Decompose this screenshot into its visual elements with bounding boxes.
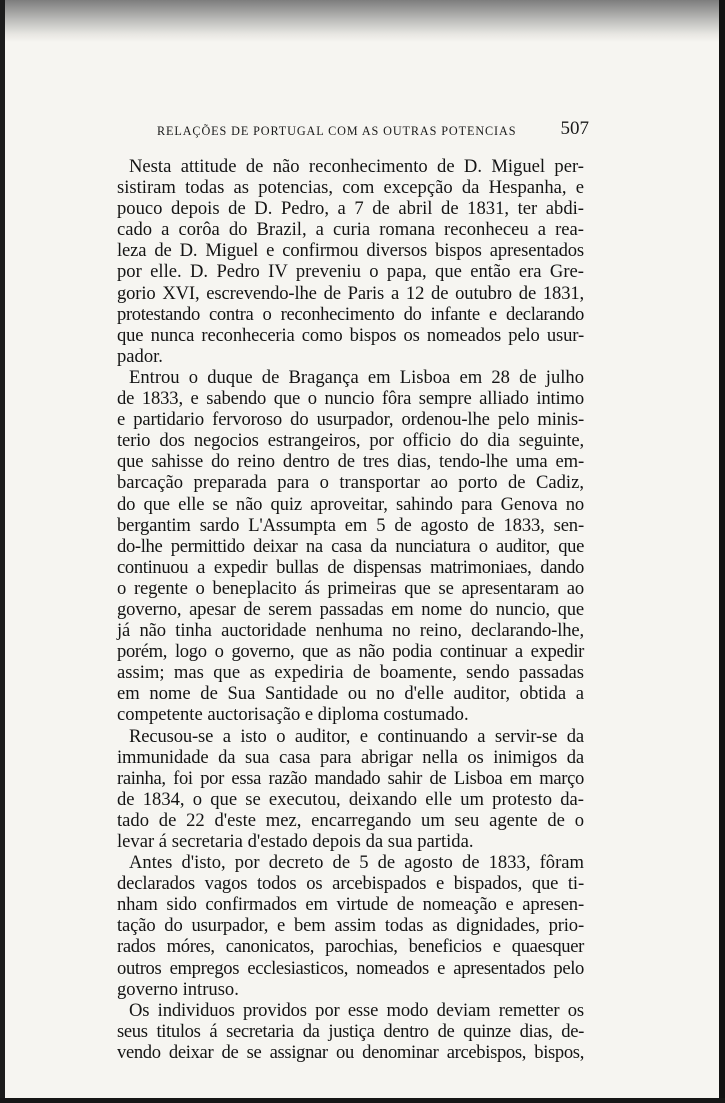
text-line: terio dos negocios estrangeiros, por officio do dia seguinte,	[117, 430, 584, 452]
text-line: tado de 22 d'este mez, encarregando um seu agente de o	[117, 809, 584, 831]
text-line: gorio XVI, escrevendo-lhe de Paris a 12 de outubro de 1831,	[117, 282, 584, 304]
text-line: rainha, foi por essa razão mandado sahir de Lisboa em março	[117, 767, 584, 789]
text-line: de 1834, o que se executou, deixando elle um protesto da-	[117, 788, 584, 810]
text-line: rados móres, canonicatos, parochias, beneficios e quaesquer	[117, 936, 584, 958]
text-line: Entrou o duque de Bragança em Lisboa em 28 de julho	[129, 366, 584, 388]
scan-shadow-top	[0, 0, 725, 42]
text-line: assim; mas que as expediria de boamente, sendo passadas	[117, 662, 584, 684]
text-line: declarados vagos todos os arcebispados e bispados, que ti-	[117, 873, 584, 895]
text-line: Os individuos providos por esse modo deviam remetter os	[129, 999, 584, 1021]
text-line: que sahisse do reino dentro de tres dias, tendo-lhe uma em-	[117, 451, 584, 473]
text-line: continuou a expedir bullas de dispensas matrimoniaes, dando	[117, 556, 584, 578]
text-line: por elle. D. Pedro IV preveniu o papa, que então era Gre-	[117, 261, 584, 283]
text-line: nham sido confirmados em virtude de nomeação e apresen-	[117, 894, 584, 916]
text-line: competente auctorisação e diploma costumado.	[117, 704, 469, 726]
text-line: governo, apesar de serem passadas em nome do nuncio, que	[117, 598, 584, 620]
text-line: pouco depois de D. Pedro, a 7 de abril de 1831, ter abdi-	[117, 198, 584, 220]
text-line: já não tinha auctoridade nenhuma no reino, declarando-lhe,	[117, 620, 584, 642]
page-number: 507	[560, 118, 589, 139]
text-line: levar á secretaria d'estado depois da sua partida.	[117, 831, 474, 852]
text-line: tação do usurpador, e bem assim todas as dignidades, prio-	[117, 915, 584, 937]
text-line: bergantim sardo L'Assumpta em 5 de agosto de 1833, sen-	[117, 514, 584, 536]
text-line: o regente o beneplacito ás primeiras que se apresentaram ao	[117, 577, 584, 599]
text-line: Antes d'isto, por decreto de 5 de agosto de 1833, fôram	[129, 852, 584, 874]
text-line: sistiram todas as potencias, com excepção da Hespanha, e	[117, 177, 584, 199]
text-line: vendo deixar de se assignar ou denominar arcebispos, bispos,	[117, 1041, 584, 1063]
text-line: Recusou-se a isto o auditor, e continuando a servir-se da	[129, 725, 584, 747]
text-line: do que elle se não quiz aproveitar, sahindo para Genova no	[117, 493, 584, 515]
text-line: de 1833, e sabendo que o nuncio fôra sempre alliado intimo	[117, 388, 584, 410]
text-line: Nesta attitude de não reconhecimento de D. Miguel per-	[129, 156, 584, 177]
scan-border-right	[719, 0, 725, 1103]
scan-border-bottom	[0, 1098, 725, 1103]
text-line: seus titulos á secretaria da justiça dentro de quinze dias, de-	[117, 1020, 584, 1042]
text-line: do-lhe permittido deixar na casa da nunciatura o auditor, que	[117, 535, 584, 557]
text-line: governo intruso.	[117, 978, 239, 1000]
text-line: que nunca reconheceria como bispos os nomeados pelo usur-	[117, 324, 584, 346]
text-line: pador.	[117, 345, 163, 367]
text-line: em nome de Sua Santidade ou no d'elle auditor, obtida a	[117, 683, 584, 705]
text-line: immunidade da sua casa para abrigar nella os inimigos da	[117, 746, 584, 768]
scan-border-left	[0, 0, 5, 1103]
text-line: outros empregos ecclesiasticos, nomeados e apresentados pelo	[117, 957, 584, 979]
text-line: porém, logo o governo, que as não podia continuar a expedir	[117, 641, 584, 663]
running-title: RELAÇÕES DE PORTUGAL COM AS OUTRAS POTENCIAS	[157, 124, 517, 138]
text-line: protestando contra o reconhecimento do infante e declarando	[117, 303, 584, 325]
running-head	[117, 118, 589, 144]
text-line: leza de D. Miguel e confirmou diversos bispos apresentados	[117, 240, 584, 262]
text-line: barcação preparada para o transportar ao porto de Cadiz,	[117, 472, 584, 494]
text-line: cado a corôa do Brazil, a curia romana reconheceu a rea-	[117, 219, 584, 241]
body-text	[117, 156, 584, 1063]
text-line: e partidario fervoroso do usurpador, ordenou-lhe pelo minis-	[117, 409, 584, 431]
